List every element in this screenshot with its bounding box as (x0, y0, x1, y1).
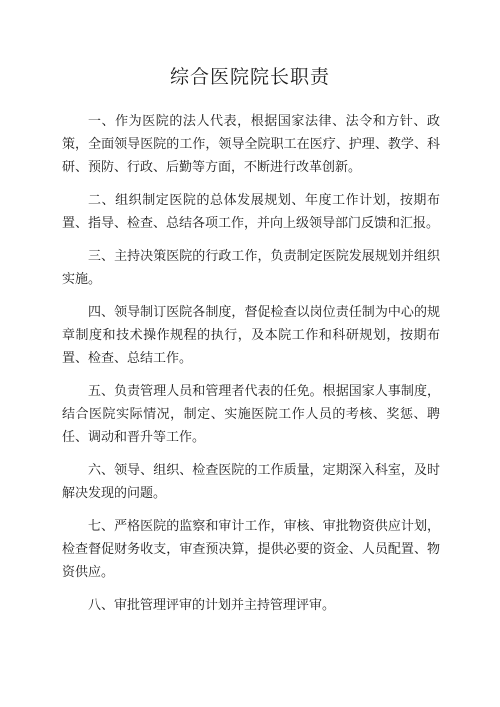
paragraph-4: 四、领导制订医院各制度，督促检查以岗位责任制为中心的规章制度和技术操作规程的执行，及本院工作和科研规划，按期布置、检查、总结工作。 (62, 305, 440, 366)
page-title: 综合医院院长职责 (169, 66, 330, 88)
paragraph-6: 六、领导、组织、检查医院的工作质量，定期深入科室，及时解决发现的问题。 (62, 463, 440, 501)
paragraph-3: 三、主持决策医院的行政工作，负责制定医院发展规划并组织实施。 (62, 249, 440, 287)
paragraph-7: 七、严格医院的监察和审计工作，审核、审批物资供应计划，检查督促财务收支，审查预决算，提供必要的资金、人员配置、物资供应。 (62, 519, 440, 580)
paragraph-8: 八、审批管理评审的计划并主持管理评审。 (88, 598, 336, 613)
document-body (62, 110, 440, 627)
paragraph-1: 一、作为医院的法人代表，根据国家法律、法令和方针、政策，全面领导医院的工作，领导全院职工在医疗、护理、教学、科研、预防、行政、后勤等方面，不断进行改革创新。 (62, 114, 440, 175)
paragraph-5: 五、负责管理人员和管理者代表的任免。根据国家人事制度，结合医院实际情况，制定、实施医院工作人员的考核、奖惩、聘任、调动和晋升等工作。 (62, 384, 440, 445)
paragraph-2: 二、组织制定医院的总体发展规划、年度工作计划，按期布置、指导、检查、总结各项工作，并向上级领导部门反馈和汇报。 (62, 193, 440, 231)
